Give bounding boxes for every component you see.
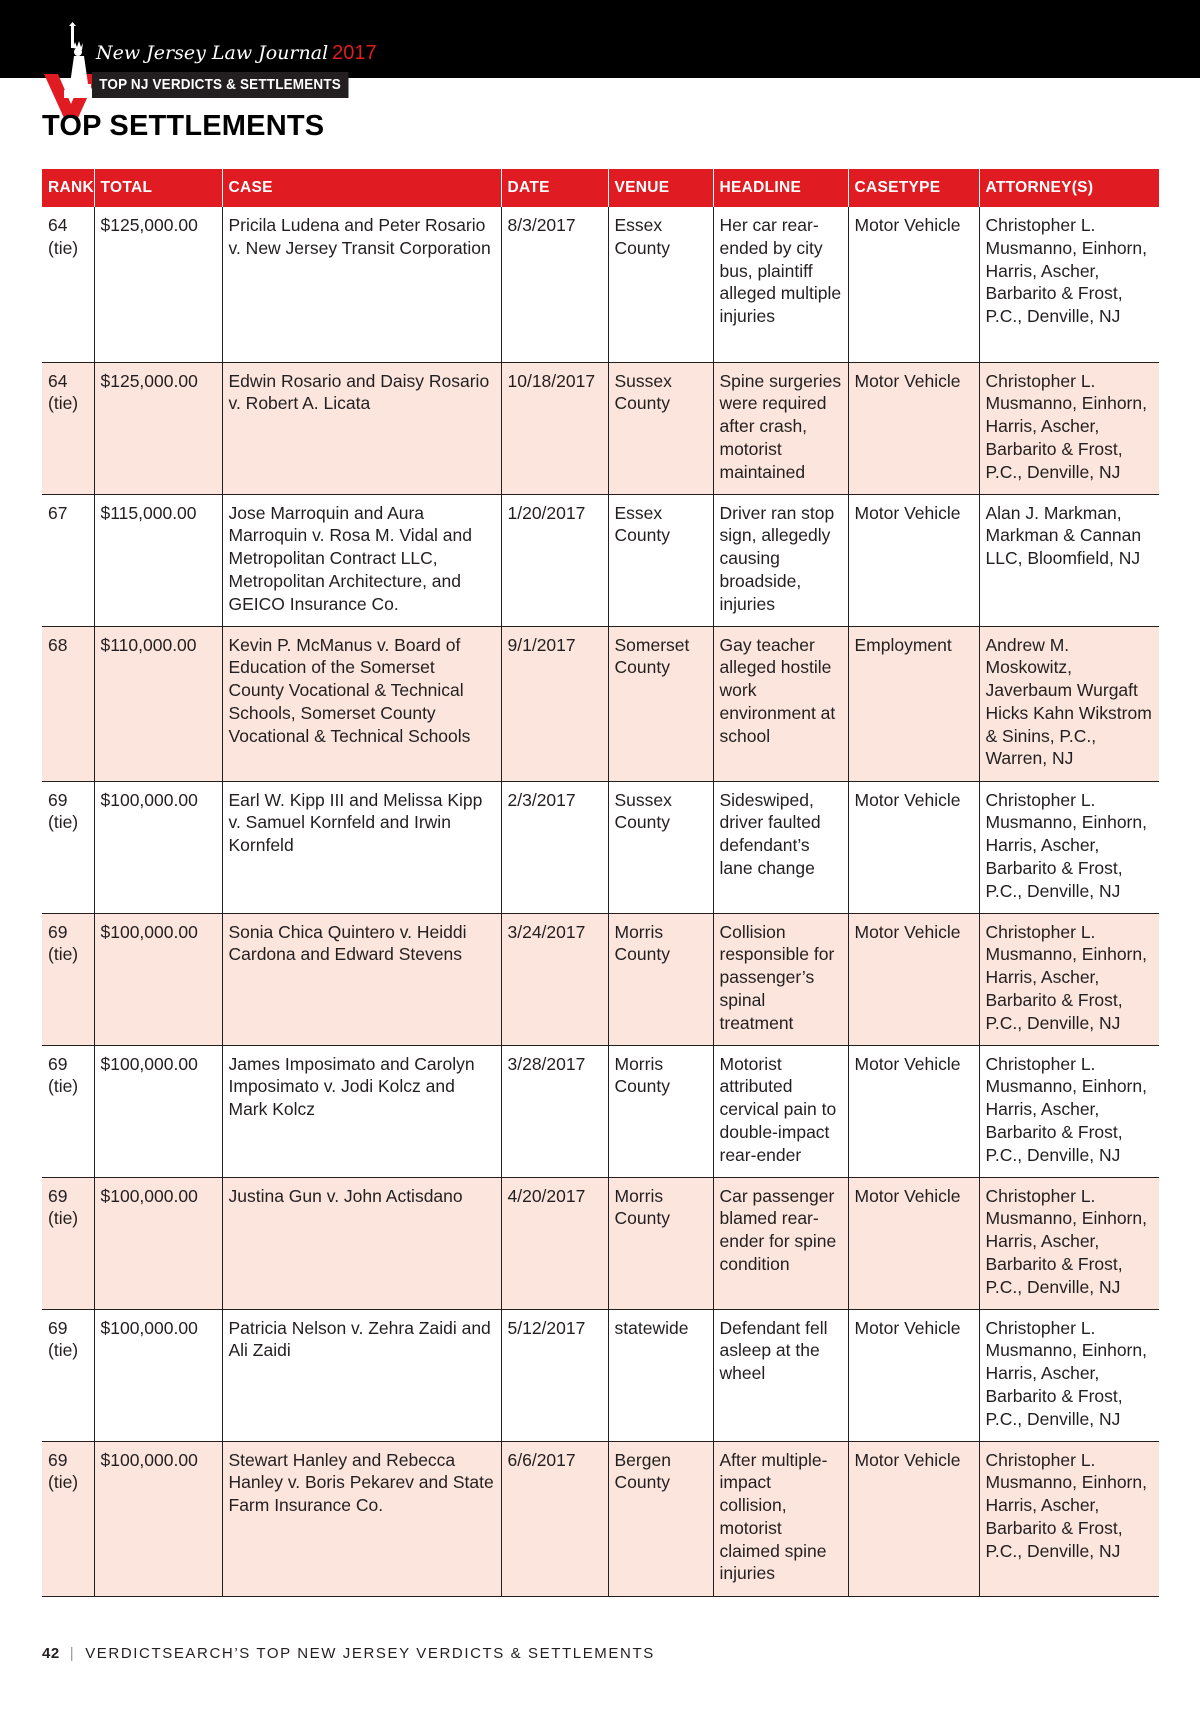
- headline-cell: Collision responsible for passenger’s spinal treatment: [713, 913, 848, 1045]
- column-header-casetype: CASETYPE: [848, 169, 979, 207]
- page-title: TOP SETTLEMENTS: [42, 110, 325, 142]
- headline-cell: After multiple-impact collision, motorist claimed spine injuries: [713, 1441, 848, 1596]
- venue-cell: Essex County: [608, 207, 713, 362]
- case-cell: Pricila Ludena and Peter Rosario v. New Jersey Transit Corporation: [222, 207, 501, 362]
- date-cell: 8/3/2017: [501, 207, 608, 362]
- headline-cell: Spine surgeries were required after crash, motorist maintained: [713, 362, 848, 494]
- rank-cell: 69 (tie): [42, 913, 94, 1045]
- case-cell: Earl W. Kipp III and Melissa Kipp v. Samuel Kornfeld and Irwin Kornfeld: [222, 781, 501, 913]
- headline-cell: Driver ran stop sign, allegedly causing broadside, injuries: [713, 494, 848, 626]
- venue-cell: Sussex County: [608, 362, 713, 494]
- footer-divider: |: [69, 1645, 76, 1662]
- date-cell: 10/18/2017: [501, 362, 608, 494]
- case-cell: Kevin P. McManus v. Board of Education of the Somerset County Vocational & Technical Schools, Somerset County Vocational & Technical Schools: [222, 626, 501, 781]
- date-cell: 9/1/2017: [501, 626, 608, 781]
- rank-cell: 67: [42, 494, 94, 626]
- rank-cell: 69 (tie): [42, 1309, 94, 1441]
- date-cell: 3/24/2017: [501, 913, 608, 1045]
- table-row: [42, 1045, 1159, 1177]
- column-header-date: DATE: [501, 169, 608, 207]
- case-cell: James Imposimato and Carolyn Imposimato v. Jodi Kolcz and Mark Kolcz: [222, 1045, 501, 1177]
- headline-cell: Car passenger blamed rear-ender for spine condition: [713, 1177, 848, 1309]
- venue-cell: Essex County: [608, 494, 713, 626]
- rank-cell: 64 (tie): [42, 362, 94, 494]
- venue-cell: Bergen County: [608, 1441, 713, 1596]
- case-cell: Edwin Rosario and Daisy Rosario v. Robert A. Licata: [222, 362, 501, 494]
- rank-cell: 69 (tie): [42, 781, 94, 913]
- table-row: [42, 207, 1159, 362]
- casetype-cell: Motor Vehicle: [848, 207, 979, 362]
- casetype-cell: Motor Vehicle: [848, 1045, 979, 1177]
- journal-name: New Jersey Law Journal: [96, 42, 329, 64]
- venue-cell: Morris County: [608, 913, 713, 1045]
- headline-cell: Motorist attributed cervical pain to double-impact rear-ender: [713, 1045, 848, 1177]
- table-row: [42, 626, 1159, 781]
- total-cell: $100,000.00: [94, 1309, 222, 1441]
- attorneys-cell: Christopher L. Musmanno, Einhorn, Harris, Ascher, Barbarito & Frost, P.C., Denville, NJ: [979, 1177, 1159, 1309]
- casetype-cell: Motor Vehicle: [848, 1177, 979, 1309]
- journal-year: 2017: [332, 42, 377, 64]
- column-header-case: CASE: [222, 169, 501, 207]
- total-cell: $100,000.00: [94, 1177, 222, 1309]
- date-cell: 2/3/2017: [501, 781, 608, 913]
- headline-cell: Sideswiped, driver faulted defendant’s lane change: [713, 781, 848, 913]
- case-cell: Jose Marroquin and Aura Marroquin v. Rosa M. Vidal and Metropolitan Contract LLC, Metropolitan Architecture, and GEICO Insurance Co.: [222, 494, 501, 626]
- page-number: 42: [42, 1645, 60, 1662]
- total-cell: $100,000.00: [94, 913, 222, 1045]
- date-cell: 5/12/2017: [501, 1309, 608, 1441]
- footer-text: VERDICTSEARCH’S TOP NEW JERSEY VERDICTS & SETTLEMENTS: [85, 1645, 655, 1662]
- casetype-cell: Motor Vehicle: [848, 1309, 979, 1441]
- table-row: [42, 1441, 1159, 1596]
- page-footer: [42, 1645, 655, 1662]
- table-row: [42, 494, 1159, 626]
- venue-cell: statewide: [608, 1309, 713, 1441]
- total-cell: $100,000.00: [94, 781, 222, 913]
- total-cell: $115,000.00: [94, 494, 222, 626]
- venue-cell: Morris County: [608, 1045, 713, 1177]
- attorneys-cell: Christopher L. Musmanno, Einhorn, Harris, Ascher, Barbarito & Frost, P.C., Denville, NJ: [979, 1309, 1159, 1441]
- date-cell: 3/28/2017: [501, 1045, 608, 1177]
- venue-cell: Morris County: [608, 1177, 713, 1309]
- case-cell: Justina Gun v. John Actisdano: [222, 1177, 501, 1309]
- headline-cell: Her car rear-ended by city bus, plaintiff alleged multiple injuries: [713, 207, 848, 362]
- casetype-cell: Motor Vehicle: [848, 362, 979, 494]
- headline-cell: Gay teacher alleged hostile work environment at school: [713, 626, 848, 781]
- journal-logo: [44, 22, 377, 104]
- total-cell: $100,000.00: [94, 1045, 222, 1177]
- casetype-cell: Motor Vehicle: [848, 913, 979, 1045]
- attorneys-cell: Christopher L. Musmanno, Einhorn, Harris, Ascher, Barbarito & Frost, P.C., Denville, NJ: [979, 781, 1159, 913]
- rank-cell: 69 (tie): [42, 1045, 94, 1177]
- casetype-cell: Motor Vehicle: [848, 781, 979, 913]
- column-header-total: TOTAL: [94, 169, 222, 207]
- date-cell: 6/6/2017: [501, 1441, 608, 1596]
- case-cell: Stewart Hanley and Rebecca Hanley v. Boris Pekarev and State Farm Insurance Co.: [222, 1441, 501, 1596]
- case-cell: Sonia Chica Quintero v. Heiddi Cardona and Edward Stevens: [222, 913, 501, 1045]
- attorneys-cell: Christopher L. Musmanno, Einhorn, Harris, Ascher, Barbarito & Frost, P.C., Denville, NJ: [979, 1045, 1159, 1177]
- table-row: [42, 362, 1159, 494]
- total-cell: $125,000.00: [94, 362, 222, 494]
- casetype-cell: Employment: [848, 626, 979, 781]
- attorneys-cell: Christopher L. Musmanno, Einhorn, Harris, Ascher, Barbarito & Frost, P.C., Denville, NJ: [979, 913, 1159, 1045]
- rank-cell: 69 (tie): [42, 1177, 94, 1309]
- casetype-cell: Motor Vehicle: [848, 494, 979, 626]
- venue-cell: Sussex County: [608, 781, 713, 913]
- rank-cell: 64 (tie): [42, 207, 94, 362]
- table-row: [42, 1309, 1159, 1441]
- journal-subtitle: TOP NJ VERDICTS & SETTLEMENTS: [92, 72, 348, 98]
- venue-cell: Somerset County: [608, 626, 713, 781]
- total-cell: $110,000.00: [94, 626, 222, 781]
- table-header-row: [42, 169, 1159, 207]
- total-cell: $100,000.00: [94, 1441, 222, 1596]
- total-cell: $125,000.00: [94, 207, 222, 362]
- attorneys-cell: Christopher L. Musmanno, Einhorn, Harris, Ascher, Barbarito & Frost, P.C., Denville, NJ: [979, 207, 1159, 362]
- column-header-attorneys: ATTORNEY(S): [979, 169, 1159, 207]
- table-row: [42, 781, 1159, 913]
- journal-title: [96, 42, 377, 65]
- headline-cell: Defendant fell asleep at the wheel: [713, 1309, 848, 1441]
- settlements-table: [42, 169, 1159, 1597]
- case-cell: Patricia Nelson v. Zehra Zaidi and Ali Zaidi: [222, 1309, 501, 1441]
- attorneys-cell: Christopher L. Musmanno, Einhorn, Harris, Ascher, Barbarito & Frost, P.C., Denville, NJ: [979, 1441, 1159, 1596]
- casetype-cell: Motor Vehicle: [848, 1441, 979, 1596]
- attorneys-cell: Christopher L. Musmanno, Einhorn, Harris, Ascher, Barbarito & Frost, P.C., Denville, NJ: [979, 362, 1159, 494]
- date-cell: 4/20/2017: [501, 1177, 608, 1309]
- table-row: [42, 913, 1159, 1045]
- attorneys-cell: Andrew M. Moskowitz, Javerbaum Wurgaft Hicks Kahn Wikstrom & Sinins, P.C., Warren, NJ: [979, 626, 1159, 781]
- column-header-venue: VENUE: [608, 169, 713, 207]
- date-cell: 1/20/2017: [501, 494, 608, 626]
- rank-cell: 68: [42, 626, 94, 781]
- table-row: [42, 1177, 1159, 1309]
- attorneys-cell: Alan J. Markman, Markman & Cannan LLC, Bloomfield, NJ: [979, 494, 1159, 626]
- rank-cell: 69 (tie): [42, 1441, 94, 1596]
- column-header-headline: HEADLINE: [713, 169, 848, 207]
- column-header-rank: RANK: [42, 169, 94, 207]
